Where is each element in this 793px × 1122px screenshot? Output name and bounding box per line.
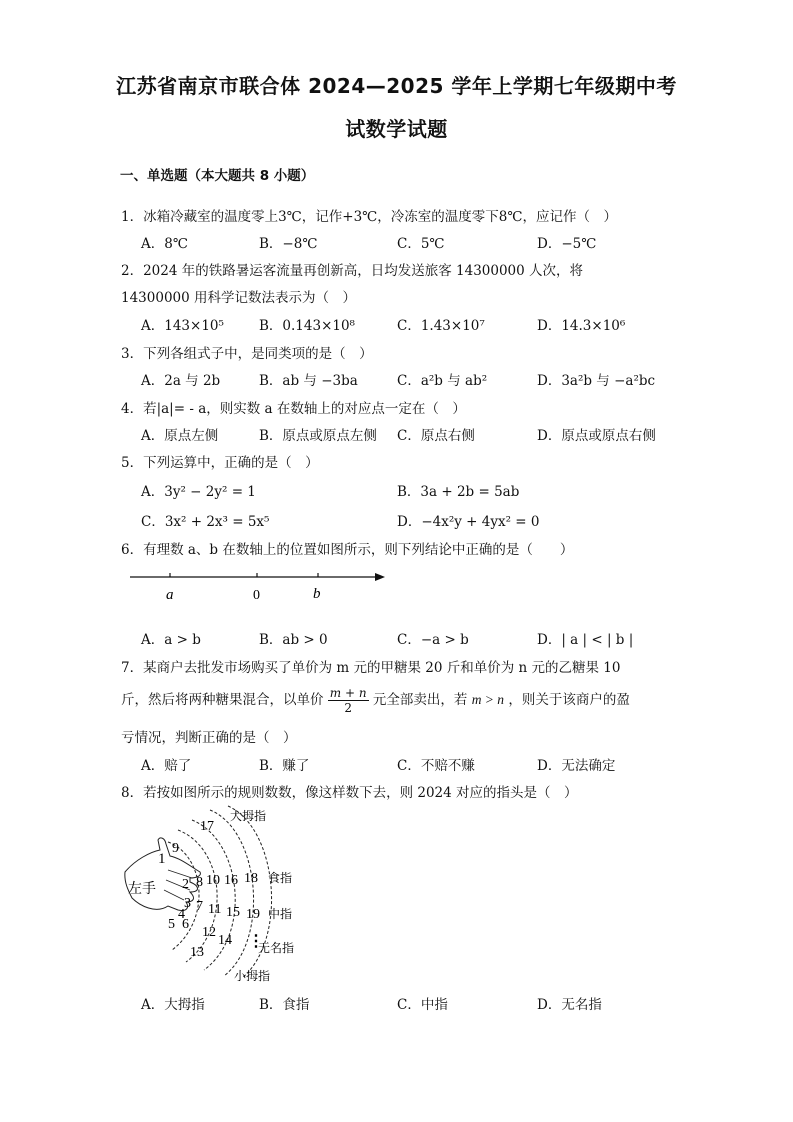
count-18: 18	[244, 871, 258, 886]
question-5-option-c: C．3x² + 2x³ = 5x⁵	[141, 514, 270, 530]
question-3-option-d: D．3a²b 与 −a²bc	[537, 373, 656, 389]
count-19: 19	[246, 907, 260, 922]
exam-title-line-1: 江苏省南京市联合体 2024—2025 学年上学期七年级期中考	[116, 74, 677, 98]
question-5-text: 5．下列运算中，正确的是（ ）	[121, 455, 319, 471]
count-2: 2	[182, 877, 189, 892]
question-7-option-b: B．赚了	[259, 758, 310, 774]
question-4-option-d: D．原点或原点右侧	[537, 428, 656, 444]
question-8-option-a: A．大拇指	[141, 997, 205, 1013]
count-10: 10	[206, 873, 220, 888]
question-2-option-c: C．1.43×10⁷	[397, 318, 485, 334]
question-2-text-line-1: 2．2024 年的铁路暑运客流量再创新高，日均发送旅客 14300000 人次，将	[121, 263, 584, 279]
question-1-text: 1．冰箱冷藏室的温度零上3℃，记作+3℃，冷冻室的温度零下8℃，应记作（ ）	[121, 209, 617, 225]
question-8-option-b: B．食指	[259, 997, 310, 1013]
section-heading: 一、单选题（本大题共 8 小题）	[120, 168, 315, 184]
question-7-text-line-3: 亏情况，判断正确的是（ ）	[121, 730, 297, 746]
count-7: 7	[196, 899, 203, 914]
q7-text-part-1: 斤，然后将两种糖果混合，以单价	[121, 692, 324, 708]
question-1-option-c: C．5℃	[397, 236, 445, 252]
finger-label-index: 食指	[268, 871, 293, 885]
question-1-option-d: D．−5℃	[537, 236, 597, 252]
count-1: 1	[158, 851, 166, 867]
question-6-option-c: C．−a > b	[397, 632, 469, 648]
q7-condition: m > n	[471, 692, 505, 707]
question-7-text-line-2	[121, 686, 630, 715]
question-8-text: 8．若按如图所示的规则数数，像这样数下去，则 2024 对应的指头是（ ）	[121, 785, 578, 801]
question-2-option-a: A．143×10⁵	[141, 318, 224, 334]
q7-text-part-3: ，则关于该商户的盈	[508, 692, 630, 708]
count-11: 11	[208, 902, 222, 917]
question-8-option-d: D．无名指	[537, 997, 602, 1013]
count-9: 9	[172, 841, 179, 856]
count-4: 4	[178, 907, 185, 922]
question-6-option-a: A．a > b	[141, 632, 201, 648]
count-15: 15	[226, 905, 240, 920]
count-12: 12	[202, 925, 216, 940]
question-3-option-b: B．ab 与 −3ba	[259, 373, 358, 389]
question-6-option-b: B．ab > 0	[259, 632, 328, 648]
question-3-text: 3．下列各组式子中，是同类项的是（ ）	[121, 346, 373, 362]
question-3-option-a: A．2a 与 2b	[141, 373, 221, 389]
count-5: 5	[168, 917, 175, 932]
question-5-option-d: D．−4x²y + 4yx² = 0	[397, 514, 540, 530]
finger-counting-figure	[120, 800, 320, 985]
finger-label-thumb: 大拇指	[230, 809, 267, 823]
label-0: 0	[253, 588, 260, 603]
question-1-option-a: A．8℃	[141, 236, 188, 252]
question-4-text: 4．若|a|= - a，则实数 a 在数轴上的对应点一定在（ ）	[121, 401, 466, 417]
question-2-option-b: B．0.143×10⁸	[259, 318, 355, 334]
q7-text-part-2: 元全部卖出，若	[372, 692, 468, 708]
price-fraction	[328, 686, 369, 715]
count-continuation-dots: ⋮	[248, 933, 264, 950]
question-4-option-c: C．原点右侧	[397, 428, 475, 444]
question-7-option-c: C．不赔不赚	[397, 758, 475, 774]
question-4-option-b: B．原点或原点左侧	[259, 428, 377, 444]
label-a: a	[166, 587, 174, 603]
count-3: 3	[184, 896, 191, 911]
question-4-option-a: A．原点左侧	[141, 428, 219, 444]
finger-label-middle: 中指	[268, 907, 293, 921]
hand-label: 左手	[128, 882, 156, 897]
exam-title-line-2: 试数学试题	[345, 117, 448, 141]
fraction-numerator: m + n	[329, 686, 367, 700]
finger-label-ring: 无名指	[258, 941, 295, 955]
question-2-option-d: D．14.3×10⁶	[537, 318, 626, 334]
count-8: 8	[196, 875, 203, 890]
count-14: 14	[218, 933, 232, 948]
count-17: 17	[200, 819, 214, 834]
question-7-option-a: A．赔了	[141, 758, 192, 774]
label-b: b	[313, 586, 321, 602]
dashed-arc-4	[210, 810, 254, 976]
question-7-option-d: D．无法确定	[537, 758, 616, 774]
question-3-option-c: C．a²b 与 ab²	[397, 373, 488, 389]
question-5-option-b: B．3a + 2b = 5ab	[397, 484, 520, 500]
question-6-option-d: D．| a | < | b |	[537, 632, 634, 648]
fraction-denominator: 2	[344, 701, 353, 715]
count-6: 6	[182, 917, 189, 932]
question-1-option-b: B．−8℃	[259, 236, 318, 252]
question-7-text-line-1: 7．某商户去批发市场购买了单价为 m 元的甲糖果 20 斤和单价为 n 元的乙糖果 10	[121, 660, 621, 676]
number-line-arrowhead	[375, 573, 385, 581]
number-line-figure	[125, 565, 390, 607]
count-16: 16	[224, 873, 238, 888]
finger-label-pinky: 小拇指	[234, 969, 271, 983]
question-5-option-a: A．3y² − 2y² = 1	[141, 484, 256, 500]
question-6-text: 6．有理数 a、b 在数轴上的位置如图所示，则下列结论中正确的是（ ）	[121, 542, 574, 558]
question-8-option-c: C．中指	[397, 997, 448, 1013]
count-13: 13	[190, 945, 204, 960]
question-2-text-line-2: 14300000 用科学记数法表示为（ ）	[121, 290, 357, 306]
